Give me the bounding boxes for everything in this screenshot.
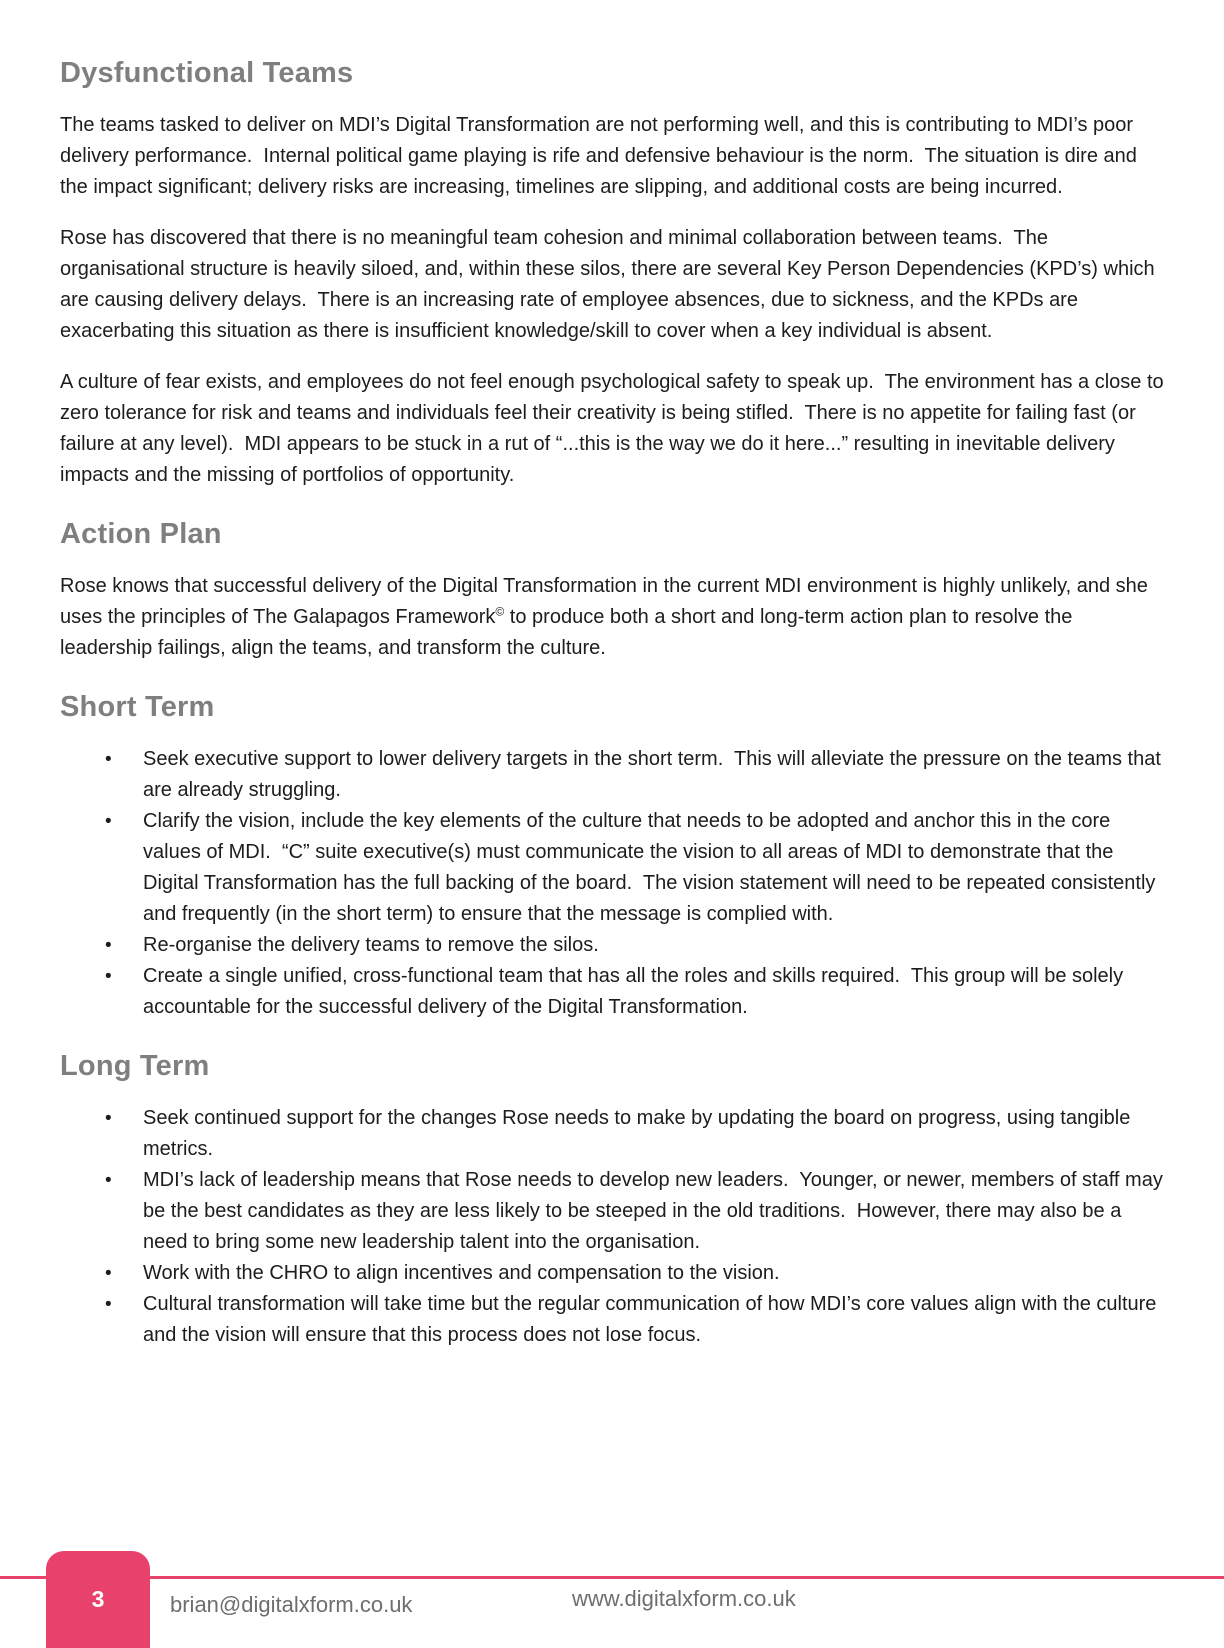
- bullet-icon: •: [105, 1263, 112, 1284]
- paragraph-culture-of-fear: A culture of fear exists, and employees do not feel enough psychological safety to speak up. The environment has a close to zero tolerance for risk and teams and individuals feel their creativity is being stifled. There is no appetite for failing fast (or failure at any level). MDI appears to be stuck in a rut of “...this is the way we do it here...” resulting in inevitable delivery impacts and the missing of portfolios of opportunity.: [60, 371, 1170, 486]
- list-item: [60, 930, 1166, 961]
- long-term-list: [60, 1103, 1169, 1351]
- action-plan-text-start: Rose knows that successful delivery of the Digital Transformation in the current MDI environment is highly unlikely, and she uses the principles of The Galapagos Framework: [60, 575, 1154, 628]
- bullet-icon: •: [105, 811, 112, 832]
- paragraph-team-cohesion: Rose has discovered that there is no meaningful team cohesion and minimal collaboration between teams. The organisational structure is heavily siloed, and, within these silos, there are several Key Person Dependencies (KPD’s) which are causing delivery delays. There is an increasing rate of employee absences, due to sickness, and the KPDs are exacerbating this situation as there is insufficient knowledge/skill to cover when a key individual is absent.: [60, 227, 1161, 342]
- list-item: [60, 806, 1166, 930]
- short-term-bullet-unified-team: Create a single unified, cross-functional team that has all the roles and skills required. This group will be solely accountable for the successful delivery of the Digital Transformation.: [143, 965, 1129, 1018]
- bullet-icon: •: [105, 749, 112, 770]
- short-term-bullet-clarify-vision: Clarify the vision, include the key elements of the culture that needs to be adopted and anchor this in the core values of MDI. “C” suite executive(s) must communicate the vision to all areas of MDI to demonstrate that the Digital Transformation has the full backing of the board. The vision statement will need to be repeated consistently and frequently (in the short term) to ensure that the message is complied with.: [143, 810, 1161, 925]
- heading-long-term: Long Term: [60, 1050, 210, 1082]
- bullet-icon: •: [105, 935, 112, 956]
- footer-divider: [0, 1576, 1224, 1579]
- paragraph-action-plan: [60, 571, 1166, 664]
- bullet-icon: •: [105, 1108, 112, 1129]
- heading-dysfunctional-teams: Dysfunctional Teams: [60, 57, 354, 89]
- document-content: [60, 56, 1170, 1351]
- list-item: [60, 744, 1166, 806]
- long-term-bullet-develop-leaders: MDI’s lack of leadership means that Rose needs to develop new leaders. Younger, or newer, members of staff may be the best candidates as they are less likely to be steeped in the old traditions. However, there may also be a need to bring some new leadership talent into the organisation.: [143, 1169, 1169, 1253]
- short-term-bullet-lower-targets: Seek executive support to lower delivery targets in the short term. This will alleviate the pressure on the teams that are already struggling.: [143, 748, 1167, 801]
- long-term-bullet-continued-support: Seek continued support for the changes Rose needs to make by updating the board on progress, using tangible metrics.: [143, 1107, 1136, 1160]
- paragraph-teams-performance: The teams tasked to deliver on MDI’s Digital Transformation are not performing well, and this is contributing to MDI’s poor delivery performance. Internal political game playing is rife and defensive behaviour is the norm. The situation is dire and the impact significant; delivery risks are increasing, timelines are slipping, and additional costs are being incurred.: [60, 114, 1143, 198]
- heading-action-plan: Action Plan: [60, 518, 222, 550]
- heading-short-term: Short Term: [60, 691, 215, 723]
- page-number: 3: [91, 1586, 105, 1612]
- footer-website: www.digitalxform.co.uk: [572, 1586, 796, 1611]
- bullet-icon: •: [105, 966, 112, 987]
- action-plan-text-end: to produce both a short and long-term action plan to resolve the leadership failings, align the teams, and transform the culture.: [60, 606, 1078, 659]
- page-number-tab: [46, 1551, 150, 1648]
- bullet-icon: •: [105, 1170, 112, 1191]
- long-term-bullet-cultural-transformation: Cultural transformation will take time but the regular communication of how MDI’s core values align with the culture and the vision will ensure that this process does not lose focus.: [143, 1293, 1162, 1346]
- list-item: [60, 1103, 1166, 1165]
- copyright-superscript: ©: [495, 604, 505, 619]
- list-item: [60, 961, 1166, 1023]
- bullet-icon: •: [105, 1294, 112, 1315]
- list-item: [60, 1258, 1166, 1289]
- footer-email: brian@digitalxform.co.uk: [170, 1592, 413, 1617]
- list-item: [60, 1165, 1169, 1258]
- long-term-bullet-chro-incentives: Work with the CHRO to align incentives and compensation to the vision.: [143, 1262, 780, 1284]
- short-term-bullet-reorganise: Re-organise the delivery teams to remove the silos.: [143, 934, 599, 956]
- list-item: [60, 1289, 1166, 1351]
- short-term-list: [60, 744, 1166, 1023]
